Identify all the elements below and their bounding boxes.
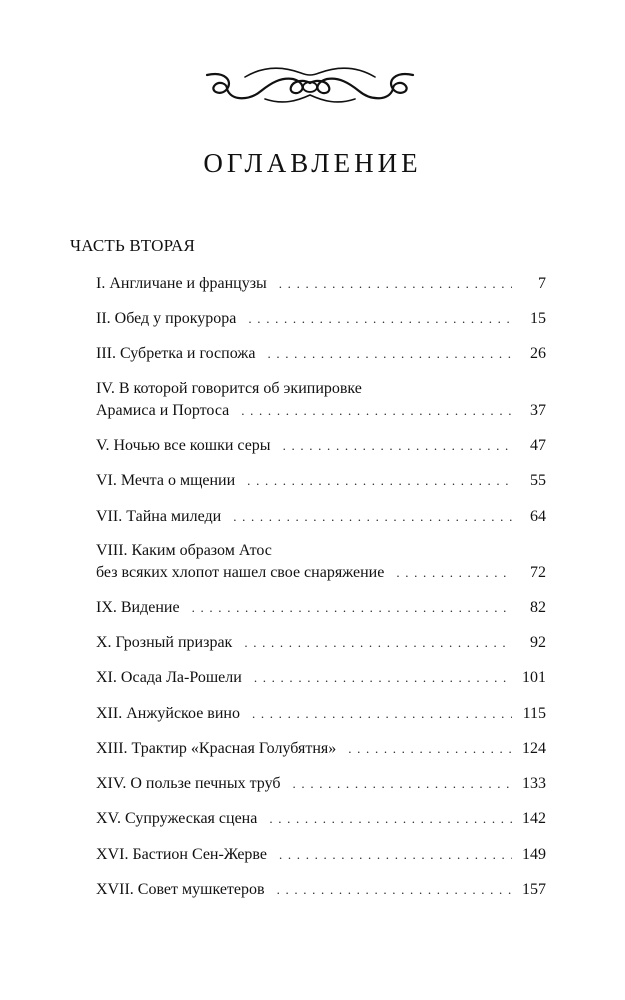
toc-entry[interactable] bbox=[96, 773, 546, 795]
page-title: ОГЛАВЛЕНИЕ bbox=[203, 148, 422, 178]
toc-entry[interactable] bbox=[96, 844, 546, 866]
toc-entry[interactable] bbox=[96, 273, 546, 295]
toc-entry-page: 149 bbox=[522, 846, 546, 863]
toc-entry-page: 115 bbox=[522, 705, 546, 722]
toc-entry[interactable] bbox=[96, 703, 546, 725]
toc-entry-title: Арамиса и Портоса bbox=[96, 402, 230, 419]
toc-entry-page: 101 bbox=[522, 669, 546, 686]
toc-entry-page: 47 bbox=[530, 437, 546, 454]
toc-entry-page: 124 bbox=[522, 740, 546, 757]
toc-entry-title: II. Обед у прокурора bbox=[96, 310, 237, 327]
toc-entry-title: XV. Супружеская сцена bbox=[96, 810, 258, 827]
toc-entry-title: XIII. Трактир «Красная Голубятня» bbox=[96, 740, 337, 757]
toc-entry[interactable] bbox=[96, 879, 546, 901]
toc-entry-title: V. Ночью все кошки серы bbox=[96, 437, 271, 454]
toc-entry[interactable] bbox=[96, 738, 546, 760]
toc-entry[interactable] bbox=[96, 378, 546, 422]
toc-entry-title: VI. Мечта о мщении bbox=[96, 472, 236, 489]
flourish-ornament-icon bbox=[205, 57, 415, 109]
toc-entry[interactable] bbox=[96, 506, 546, 528]
toc-entry[interactable] bbox=[96, 343, 546, 365]
toc-entry-page: 64 bbox=[530, 508, 546, 525]
toc-entry-title: III. Субретка и госпожа bbox=[96, 345, 256, 362]
toc-entry-page: 133 bbox=[522, 775, 546, 792]
toc-entry-page: 142 bbox=[522, 810, 546, 827]
toc-entry-page: 92 bbox=[530, 634, 546, 651]
toc-entry-title: IX. Видение bbox=[96, 599, 180, 616]
toc-entry[interactable] bbox=[96, 808, 546, 830]
toc-entry-page: 55 bbox=[530, 472, 546, 489]
toc-entry-title: X. Грозный призрак bbox=[96, 634, 233, 651]
toc-entry-title: XIV. О пользе печных труб bbox=[96, 775, 281, 792]
toc-entry-page: 37 bbox=[530, 402, 546, 419]
toc-entry[interactable] bbox=[96, 435, 546, 457]
toc-entry[interactable] bbox=[96, 632, 546, 654]
part-heading: ЧАСТЬ ВТОРАЯ bbox=[70, 236, 196, 255]
toc-entry-title: XVI. Бастион Сен-Жерве bbox=[96, 846, 267, 863]
toc-entry[interactable] bbox=[96, 667, 546, 689]
toc-entry-title: XVII. Совет мушкетеров bbox=[96, 881, 265, 898]
toc-entry-page: 82 bbox=[530, 599, 546, 616]
toc-entry-title: XI. Осада Ла-Рошели bbox=[96, 669, 242, 686]
toc-entry-title: XII. Анжуйское вино bbox=[96, 705, 240, 722]
toc-entry-title: VII. Тайна миледи bbox=[96, 508, 222, 525]
toc-entry-title-line1: IV. В которой говорится об экипировке bbox=[96, 380, 362, 397]
toc-entry[interactable] bbox=[96, 470, 546, 492]
toc-entry[interactable] bbox=[96, 597, 546, 619]
toc-entry-title-line1: VIII. Каким образом Атос bbox=[96, 542, 272, 559]
toc-entry[interactable] bbox=[96, 540, 546, 584]
toc-entry[interactable] bbox=[96, 308, 546, 330]
toc-entry-title: I. Англичане и французы bbox=[96, 275, 267, 292]
toc-entry-page: 72 bbox=[530, 564, 546, 581]
toc-entry-page: 157 bbox=[522, 881, 546, 898]
toc-entry-page: 26 bbox=[530, 345, 546, 362]
toc-entry-page: 15 bbox=[530, 310, 546, 327]
toc-entry-page: 7 bbox=[538, 275, 546, 292]
toc-entry-title: без всяких хлопот нашел свое снаряжение bbox=[96, 564, 385, 581]
